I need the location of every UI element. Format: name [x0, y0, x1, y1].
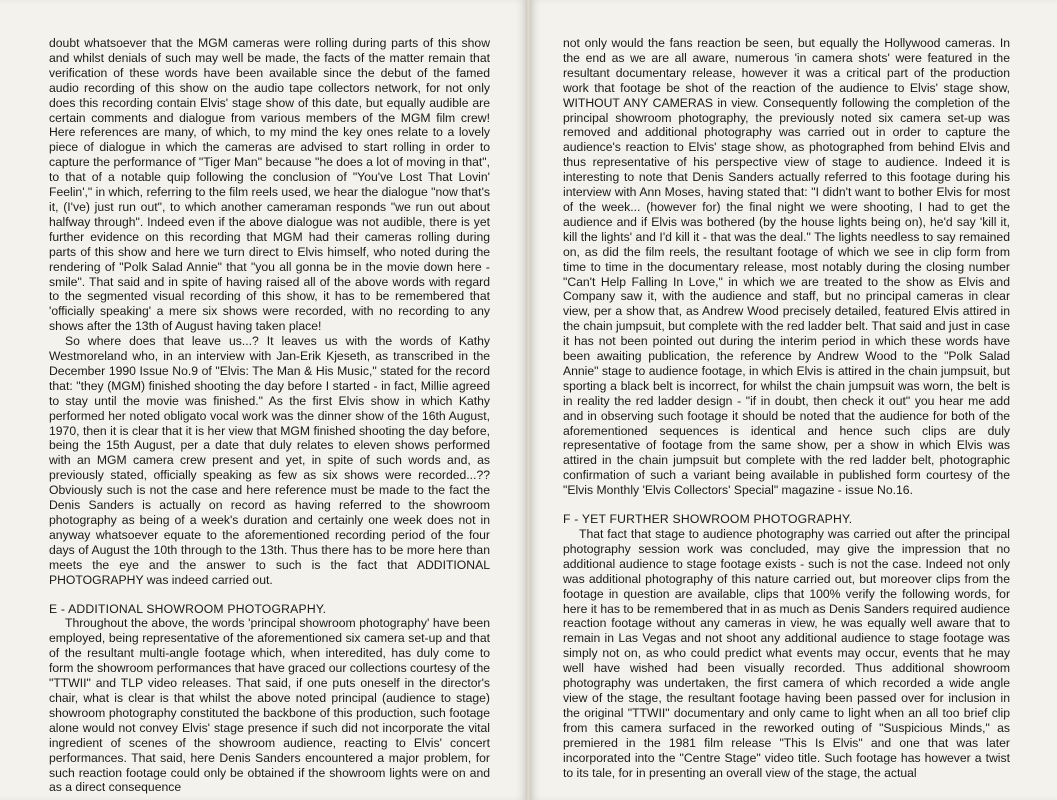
spacer [49, 588, 490, 602]
right-page [531, 0, 1057, 800]
spacer [563, 498, 1010, 512]
left-paragraph-1: doubt whatsoever that the MGM cameras were rolling during parts of this show and whilst denials of such may well be made, the facts of the matter remain that verification of these words have been available since the debut of the famed audio recording of this show on the audio tape collectors network, for not only does this recording contain Elvis' stage show of this date, but equally audible are certain comments and dialogue from various members of the MGM film crew! Here references are many, of which, to my mind the key ones relate to a lovely piece of dialogue in which the cameras are advised to start rolling in order to capture the performance of "Tiger Man" because "he does a lot of moving in that", to that of a notable quip following the conclusion of "You've Lost That Lovin' Feelin'," in which, referring to the film reels used, we hear the dialogue "now that's it, (I've) just run out", to which another cameraman responds "we run out about halfway through". Indeed even if the above dialogue was not audible, there is yet further evidence on this recording that MGM had their cameras rolling during parts of this show and here we turn direct to Elvis himself, who noted during the rendering of "Polk Salad Annie" that "you all gonna be in the movie down here - smile". That said and in spite of having raised all of the above words with regard to the segmented visual recording of this show, it has to be remembered that 'officially speaking' a mere six shows were recorded, with no recording to any shows after the 13th of August having taken place! [49, 36, 490, 334]
right-paragraph-2: That fact that stage to audience photography was carried out after the principal photography session work was concluded, may give the impression that no additional audience to stage footage exists - such is not the case. Indeed not only was additional photography of this nature carried out, but moreover clips from the footage in question are available, clips that 100% verify the following words, for here it has to be remembered that in as much as Denis Sanders required audience reaction footage without any cameras in view, he was equally well aware that to remain in Las Vegas and not shoot any additional audience to stage footage was simply not on, as who could predict what events may occur, events that he may well have wished had been visually recorded. Thus additional showroom photography was undertaken, the first camera of which recorded a wide angle view of the stage, the resultant footage having been passed over for inclusion in the original "TTWII" documentary and only came to light when an all too brief clip from this camera surfaced in the reworked outing of "Suspicious Minds," as premiered in the 1981 film release "This Is Elvis" and one that was later incorporated into the "Centre Stage" video title. Such footage has however a twist to its tale, for in presenting an overall view of the stage, the actual [563, 527, 1010, 780]
left-column [49, 36, 490, 795]
left-page [0, 0, 526, 800]
section-heading-e: E - ADDITIONAL SHOWROOM PHOTOGRAPHY. [49, 601, 327, 616]
left-paragraph-3: Throughout the above, the words 'principal showroom photography' have been employed, being representative of the aforementioned six camera set-up and that of the resultant multi-angle footage which, when interedited, has duly come to form the showroom performances that have graced our collections courtesy of the "TTWII" and TLP video releases. That said, if one puts oneself in the director's chair, what is clear is that whilst the above noted principal (audience to stage) showroom photography constituted the backbone of this production, such footage alone would not convey Elvis' stage presence if such did not incorporate the vital ingredient of scenes of the showroom audience, reacting to Elvis' concert performances. That said, here Denis Sanders encountered a major problem, for such reaction footage could only be obtained if the showroom lights were on and as a direct consequence [49, 616, 490, 795]
section-heading-f: F - YET FURTHER SHOWROOM PHOTOGRAPHY. [563, 512, 853, 527]
right-paragraph-1: not only would the fans reaction be seen, but equally the Hollywood cameras. In the end as we are all aware, numerous 'in camera shots' were featured in the resultant documentary release, however it was a critical part of the production work that footage be shot of the reaction of the audience to Elvis' stage show, WITHOUT ANY CAMERAS in view. Consequently following the completion of the principal showroom photography, the previously noted six camera set-up was removed and additional photography was carried out in order to capture the audience's reaction to Elvis' stage show, as photographed from behind Elvis and thus representative of his perspective view of stage to audience. Indeed it is interesting to note that Denis Sanders actually referred to this footage during his interview with Ann Moses, having stated that: "I didn't want to bother Elvis for most of the week... (however for) the final night we were shooting, I had to get the audience and if Elvis was bothered (by the house lights being on), he'd say 'kill it, kill the lights' and I'd kill it - that was the deal." The lights needless to say remained on, as did the film reels, the resultant footage of which we see in clip form from time to time in the documentary release, most notably during the closing number "Can't Help Falling In Love," in which we are treated to the show as Elvis and Company saw it, with the audience and staff, but no principal cameras in clear view, per a show that, as Andrew Wood precisely detailed, featured Elvis attired in the chain jumpsuit, but complete with the red ladder belt. That said and just in case it has not been pointed out during the interim period in which these words have been awaiting publication, the reference by Andrew Wood to the "Polk Salad Annie" stage to audience footage, in which Elvis is attired in the chain jumpsuit, but sporting a black belt is incorrect, for whilst the chain jumpsuit was worn, the belt is in reality the red ladder design - "if in doubt, then check it out" you hear me add and in observing such footage it should be noted that the audience for both of the aforementioned sequences is identical and hence such clips are duly representative of footage from the same show, per a show in which Elvis was attired in the chain jumpsuit but complete with the red ladder belt, photographic confirmation of such a variant being available in published form courtesy of the "Elvis Monthly 'Elvis Collectors' Special" magazine - issue No.16. [563, 36, 1010, 498]
left-paragraph-2: So where does that leave us...? It leaves us with the words of Kathy Westmoreland who, in an interview with Jan-Erik Kjeseth, as transcribed in the December 1990 Issue No.9 of "Elvis: The Man & His Music," stated for the record that: "they (MGM) finished shooting the day before I started - in fact, Millie agreed to stay until the movie was finished." As the first Elvis show in which Kathy performed her noted obligato vocal work was the dinner show of the 16th August, 1970, then it is clear that it is her view that MGM finished shooting the day before, being the 15th August, per a date that duly relates to eleven shows performed with an MGM camera crew present and yet, in spite of such words and, as previously stated, officially speaking as few as six shows were recorded...?? Obviously such is not the case and here reference must be made to the fact the Denis Sanders is actually on record as having referred to the showroom photography as being of a week's duration and certainly one week does not in anyway whatsoever equate to the aforementioned recording period of the four days of August the 10th through to the 13th. Thus there has to be more here than meets the eye and the answer to such is the fact that ADDITIONAL PHOTOGRAPHY was indeed carried out. [49, 334, 490, 587]
right-column [563, 36, 1010, 780]
